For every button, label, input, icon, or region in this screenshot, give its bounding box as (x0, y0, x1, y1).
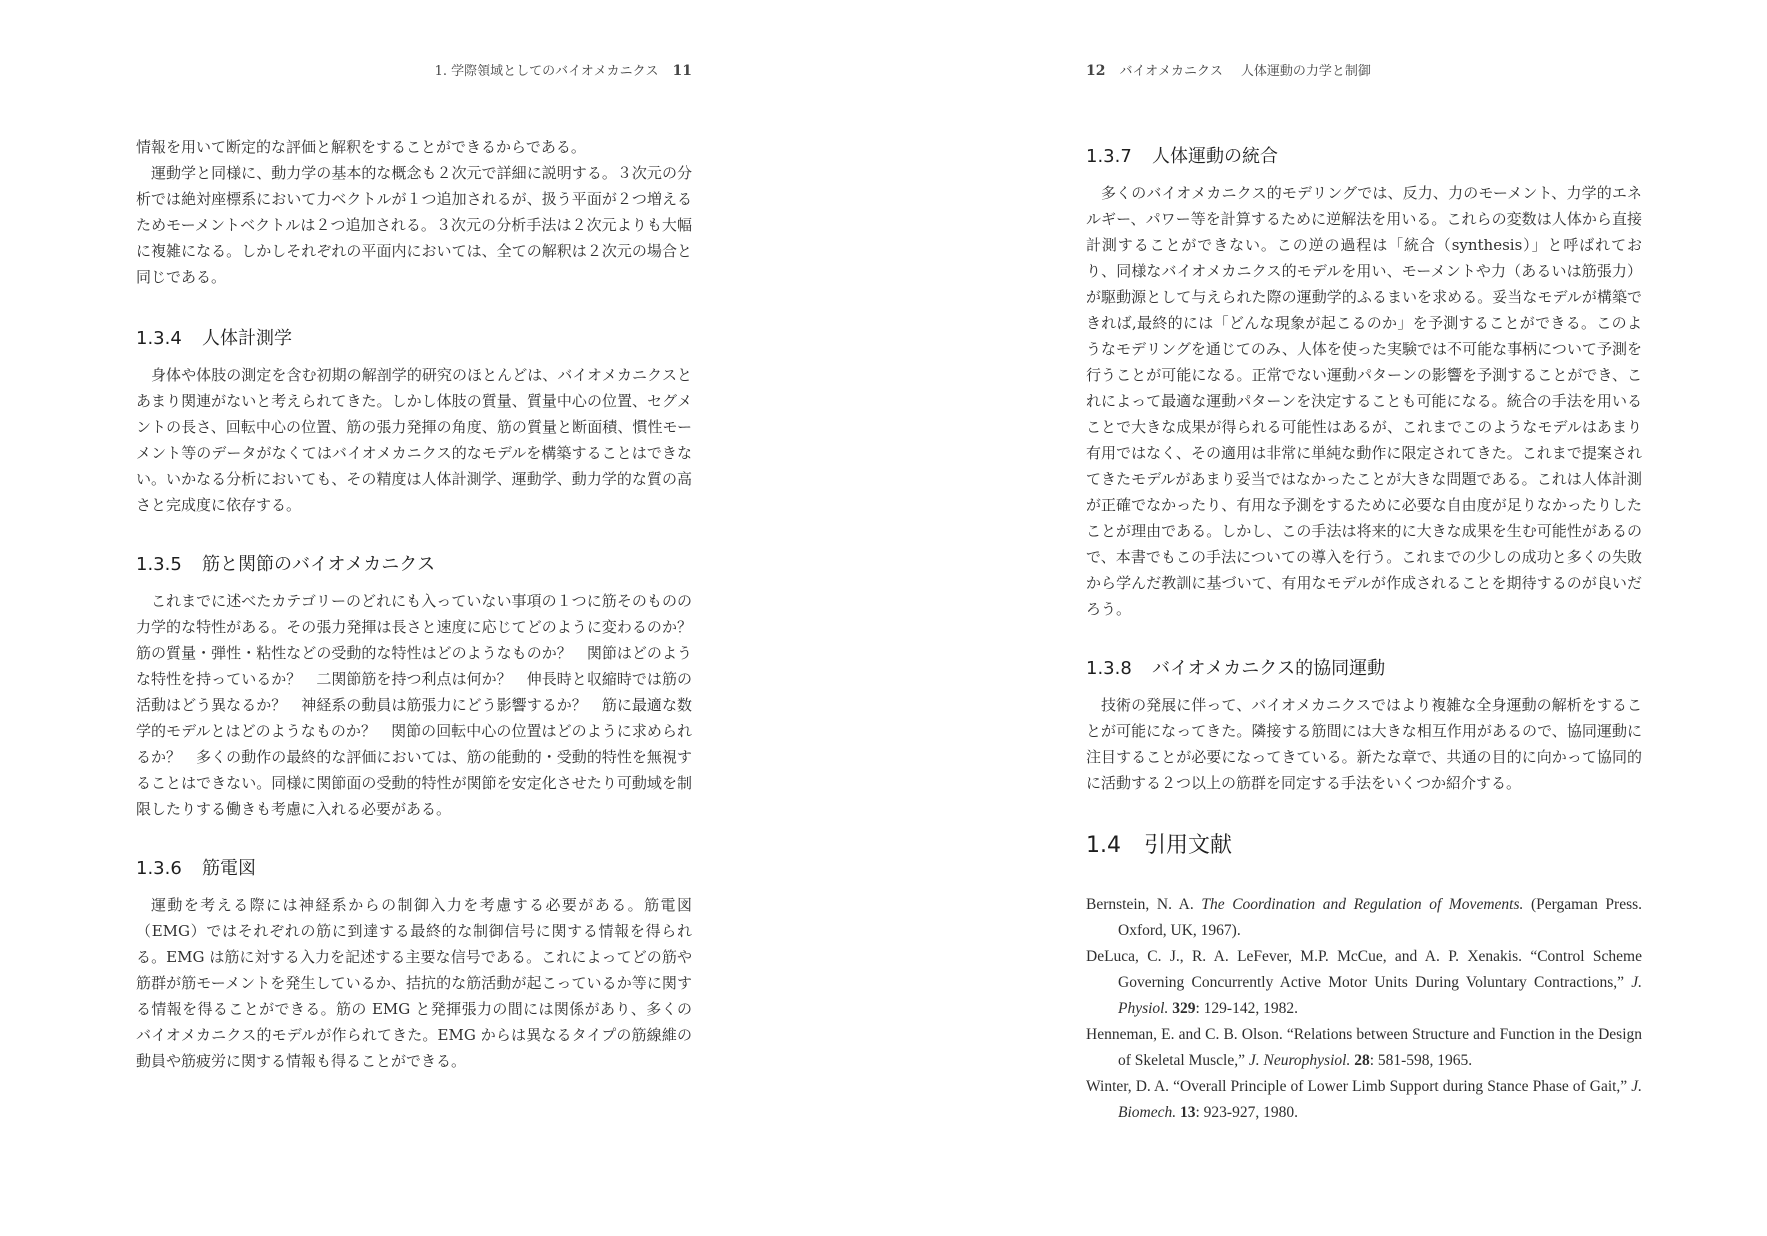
section-heading-1-3-6 (136, 856, 692, 882)
body-paragraph: 運動を考える際には神経系からの制御入力を考慮する必要がある。筋電図（EMG）ではそれぞれの筋に到達する最終的な制御信号に関する情報を得られる。EMG は筋に対する入力を記述する主要な信号である。これによってどの筋や筋群が筋モーメントを発生しているか、拮抗的な筋活動が起こっているか等に関する情報を得ることができる。筋の EMG と発揮張力の間には関係があり、多くのバイオメカニクス的モデルが作られてきた。EMG からは異なるタイプの筋線維の動員や筋疲労に関する情報も得ることができる。 (136, 896, 692, 1070)
page-number: 11 (672, 63, 692, 79)
section-title: 筋と関節のバイオメカニクス (202, 554, 436, 575)
section-number: 1.3.5 (136, 554, 182, 575)
reference-publisher: (Pergaman Press. Oxford, UK, 1967). (1118, 896, 1643, 939)
body-paragraph: 技術の発展に伴って、バイオメカニクスではより複雑な全身運動の解析をすることが可能になってきた。隣接する筋間には大きな相互作用があるので、協同運動に注目することが必要になってきている。新たな章で、共通の目的に向かって協同的に活動する２つ以上の筋群を同定する手法をいくつか紹介する。 (1086, 696, 1642, 792)
body-paragraph: 運動学と同様に、動力学の基本的な概念も２次元で詳細に説明する。３次元の分析では絶対座標系において力ベクトルが１つ追加されるが、扱う平面が２つ増えるためモーメントベクトルは２つ追加される。３次元の分析手法は２次元よりも大幅に複雑になる。しかしそれぞれの平面内においては、全ての解釈は２次元の場合と同じである。 (136, 164, 692, 286)
right-text-column (1086, 144, 1642, 1126)
reference-article-title: “Relations between Structure and Function in the Design of Skeletal Muscle,” (1118, 1026, 1643, 1069)
section-heading-1-3-8 (1086, 656, 1642, 682)
reference-journal: J. Biomech. (1118, 1078, 1643, 1121)
running-head-title: 1. 学際領域としてのバイオメカニクス (434, 64, 659, 79)
references-heading (1086, 832, 1642, 860)
reference-pages: : 923-927, 1980. (1195, 1104, 1298, 1121)
left-running-head (435, 60, 692, 79)
reference-authors: Bernstein, N. A. (1086, 896, 1194, 913)
reference-item (1086, 1022, 1642, 1074)
reference-item (1086, 1074, 1642, 1126)
body-paragraph: 身体や体肢の測定を含む初期の解剖学的研究のほとんどは、バイオメカニクスとあまり関連がないと考えられてきた。しかし体肢の質量、質量中心の位置、セグメントの長さ、回転中心の位置、筋の張力発揮の角度、筋の質量と断面積、慣性モーメント等のデータがなくてはバイオメカニクス的なモデルを構築することはできない。いかなる分析においても、その精度は人体計測学、運動学、動力学的な質の高さと完成度に依存する。 (136, 366, 692, 514)
section-title: 人体計測学 (202, 328, 292, 349)
section-title: 人体運動の統合 (1152, 146, 1278, 167)
section-title: 筋電図 (202, 858, 256, 879)
reference-volume: 13 (1179, 1104, 1196, 1121)
reference-item (1086, 944, 1642, 1022)
section-heading-1-3-7 (1086, 144, 1642, 170)
left-text-column (136, 134, 708, 1074)
section-heading-1-3-5 (136, 552, 692, 578)
reference-authors: Winter, D. A. (1086, 1078, 1170, 1095)
reference-volume: 329 (1172, 1000, 1196, 1017)
right-running-head (1086, 60, 1371, 79)
reference-article-title: “Overall Principle of Lower Limb Support during Stance Phase of Gait,” (1173, 1078, 1628, 1095)
reference-pages: : 581-598, 1965. (1369, 1052, 1473, 1069)
section-number: 1.3.7 (1086, 146, 1132, 167)
body-paragraph: 情報を用いて断定的な評価と解釈をすることができるからである。 (136, 138, 586, 156)
section-heading-1-3-4 (136, 326, 692, 352)
section-number: 1.4 (1086, 833, 1121, 858)
reference-item (1086, 892, 1642, 944)
reference-list (1086, 892, 1642, 1126)
reference-pages: : 129-142, 1982. (1195, 1000, 1298, 1017)
reference-article-title: “Control Scheme Governing Concurrently Active Motor Units During Voluntary Contractions,” (1118, 948, 1642, 991)
reference-authors: Henneman, E. and C. B. Olson. (1086, 1026, 1283, 1043)
reference-book-title: The Coordination and Regulation of Movements. (1201, 896, 1524, 913)
right-page (884, 0, 1767, 1236)
section-number: 1.3.4 (136, 328, 182, 349)
running-head-subtitle: 人体運動の力学と制御 (1240, 64, 1371, 79)
section-title: バイオメカニクス的協同運動 (1152, 658, 1386, 679)
reference-volume: 28 (1354, 1052, 1370, 1069)
reference-journal: J. Physiol. (1118, 974, 1643, 1017)
body-paragraph: これまでに述べたカテゴリーのどれにも入っていない事項の１つに筋そのものの力学的な特性がある。その張力発揮は長さと速度に応じてどのように変わるのか？ 筋の質量・弾性・粘性などの受動的な特性はどのようなものか？ 関節はどのような特性を持っているか？ 二関節筋を持つ利点は何か？ 伸長時と収縮時では筋の活動はどう異なるか？ 神経系の動員は筋張力にどう影響するか？ 筋に最適な数学的モデルとはどのようなものか？ 関節の回転中心の位置はどのように求められるか？ 多くの動作の最終的な評価においては、筋の能動的・受動的特性を無視することはできない。同様に関節面の受動的特性が関節を安定化させたり可動域を制限したりする働きも考慮に入れる必要がある。 (136, 592, 708, 818)
reference-journal: J. Neurophysiol. (1248, 1052, 1351, 1069)
reference-authors: DeLuca, C. J., R. A. LeFever, M.P. McCue, and A. P. Xenakis. (1086, 948, 1522, 965)
section-title: 引用文献 (1144, 833, 1233, 858)
section-number: 1.3.8 (1086, 658, 1132, 679)
section-number: 1.3.6 (136, 858, 182, 879)
running-head-book: バイオメカニクス (1119, 64, 1223, 79)
body-paragraph: 多くのバイオメカニクス的モデリングでは、反力、力のモーメント、力学的エネルギー、パワー等を計算するために逆解法を用いる。これらの変数は人体から直接計測することができない。この逆の過程は「統合（synthesis）」と呼ばれており、同様なバイオメカニクス的モデルを用い、モーメントや力（あるいは筋張力）が駆動源として与えられた際の運動学的ふるまいを求める。妥当なモデルが構築できれば,最終的には「どんな現象が起こるのか」を予測することができる。このようなモデリングを通じてのみ、人体を使った実験では不可能な事柄について予測を行うことが可能になる。正常でない運動パターンの影響を予測することができ、これによって最適な運動パターンを決定することも可能になる。統合の手法を用いることで大きな成果が得られる可能性はあるが、これまでこのようなモデルはあまり有用ではなく、その適用は非常に単純な動作に限定されてきた。これまで提案されてきたモデルがあまり妥当ではなかったことが大きな問題である。これは人体計測が正確でなかったり、有用な予測をするために必要な自由度が足りなかったりしたことが理由である。しかし、この手法は将来的に大きな成果を生む可能性があるので、本書でもこの手法についての導入を行う。これまでの少しの成功と多くの失敗から学んだ教訓に基づいて、有用なモデルが作成されることを期待するのが良いだろう。 (1086, 184, 1642, 618)
page-number: 12 (1086, 63, 1106, 79)
